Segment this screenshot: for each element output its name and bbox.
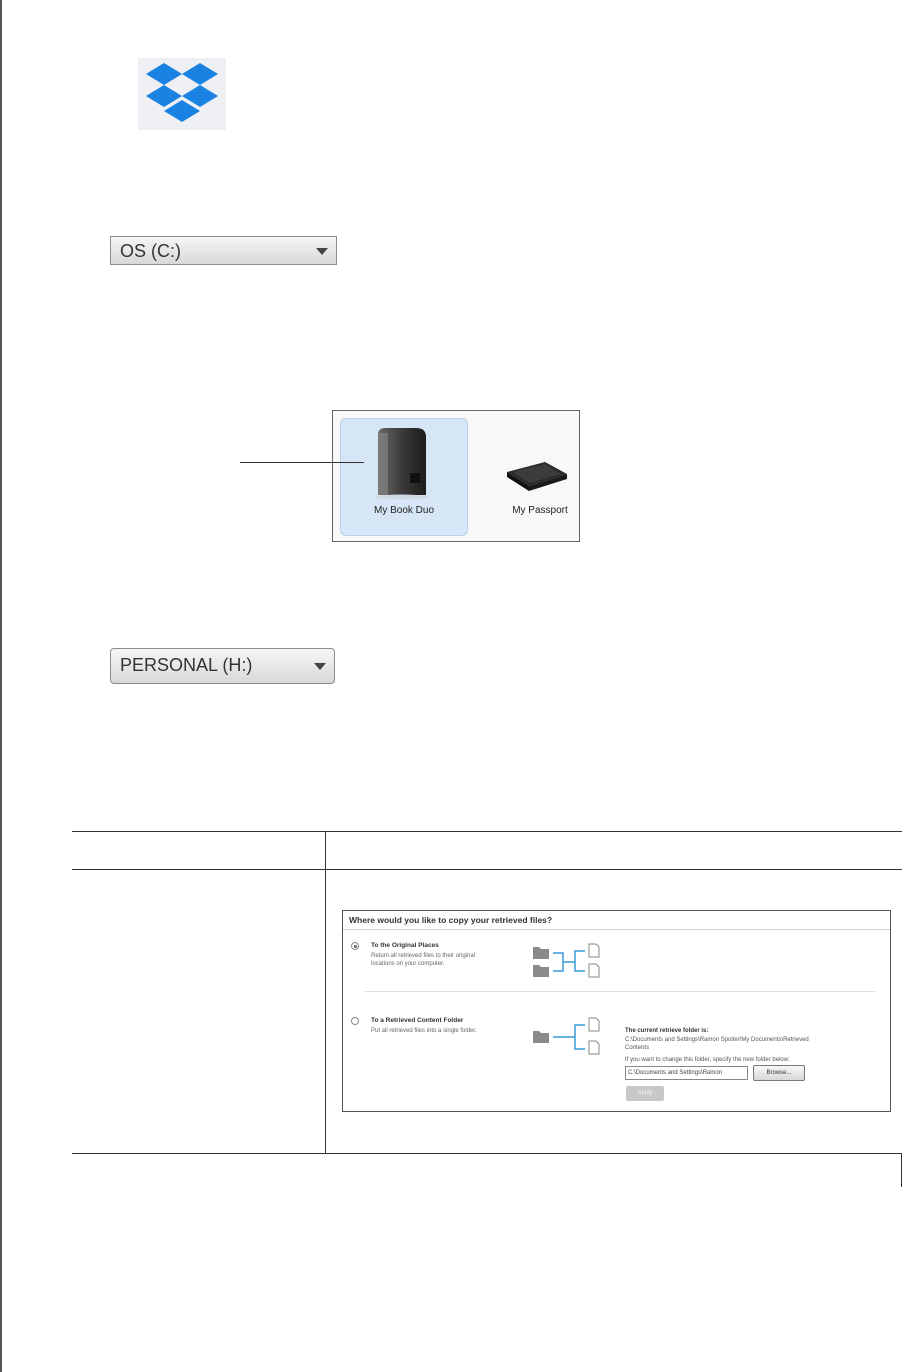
device-label-my-passport[interactable]: My Passport [512, 505, 568, 516]
original-places-radio[interactable] [351, 942, 359, 950]
current-folder-path-2: Contents [625, 1045, 650, 1051]
my-passport-icon [503, 458, 569, 494]
current-folder-path-1: C:\Documents and Settings\Ramon Spoiter\My Documents\Retrieved [625, 1037, 809, 1043]
page-margin-rule [0, 0, 2, 1372]
apply-button[interactable]: Apply [626, 1086, 664, 1101]
dropbox-logo-icon [146, 61, 218, 127]
retrieved-folder-desc: Put all retrieved files into a single folder. [371, 1028, 477, 1034]
table-top-rule [72, 831, 902, 832]
personal-drive-dropdown-value: PERSONAL (H:) [120, 655, 253, 675]
original-places-desc-1: Return all retrieved files to their original [371, 953, 476, 959]
folder-path-input[interactable]: C:\Documents and Settings\Ramon [625, 1066, 748, 1080]
browse-button[interactable]: Browse... [753, 1065, 805, 1081]
original-places-title: To the Original Places [371, 942, 439, 949]
chevron-down-icon [316, 248, 328, 255]
current-folder-label: The current retrieve folder is: [625, 1028, 709, 1034]
table-column-divider [325, 831, 326, 1154]
original-places-diagram-icon [531, 941, 609, 979]
table-header-rule [72, 869, 902, 870]
copy-destination-dialog [342, 910, 891, 1112]
dialog-title-divider [343, 929, 890, 930]
original-places-desc-2: locations on your computer. [371, 961, 445, 967]
dialog-title: Where would you like to copy your retrieved files? [349, 915, 553, 925]
my-book-duo-icon [370, 425, 432, 500]
dropbox-logo-tile [138, 58, 226, 130]
chevron-down-icon [314, 663, 326, 670]
os-drive-dropdown-value: OS (C:) [120, 241, 181, 261]
callout-line [240, 462, 364, 463]
device-label-my-book-duo: My Book Duo [373, 505, 435, 516]
change-folder-hint: If you want to change this folder, specify the new folder below: [625, 1057, 790, 1063]
retrieved-folder-diagram-icon [531, 1015, 609, 1055]
os-drive-dropdown[interactable] [110, 236, 337, 265]
table-bottom-rule [72, 1153, 902, 1154]
retrieved-folder-radio[interactable] [351, 1017, 359, 1025]
personal-drive-dropdown[interactable] [110, 648, 335, 684]
options-separator [365, 991, 875, 992]
retrieved-folder-title: To a Retrieved Content Folder [371, 1017, 464, 1024]
